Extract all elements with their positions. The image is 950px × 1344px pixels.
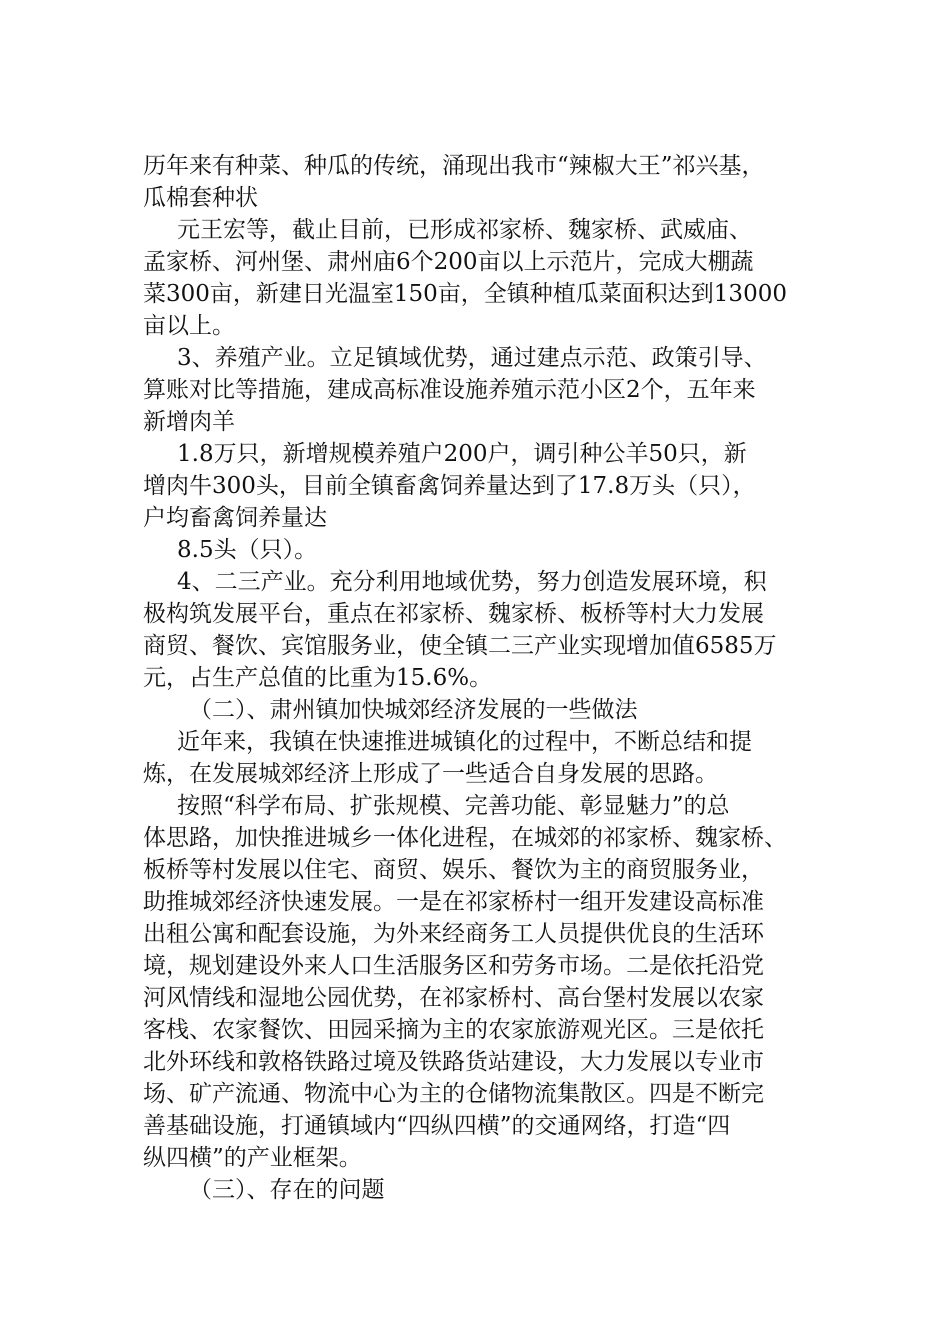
text-line: 亩以上。 [143, 313, 235, 339]
document-body [143, 150, 843, 1206]
text-line: 增肉牛300头，目前全镇畜禽饲养量达到了17.8万头（只）， [143, 473, 756, 499]
section-heading: （二）、肃州镇加快城郊经济发展的一些做法 [189, 697, 638, 723]
text-line: 历年来有种菜、种瓜的传统，涌现出我市“辣椒大王”祁兴基， [143, 153, 765, 179]
text-line: 1.8万只，新增规模养殖户200户，调引种公羊50只，新 [177, 441, 747, 467]
text-line: 商贸、餐饮、宾馆服务业，使全镇二三产业实现增加值6585万 [143, 633, 777, 659]
section-heading: （三）、存在的问题 [189, 1177, 385, 1203]
text-line: 近年来，我镇在快速推进城镇化的过程中，不断总结和提 [177, 729, 752, 755]
text-line: 元王宏等，截止目前，已形成祁家桥、魏家桥、武威庙、 [177, 217, 752, 243]
text-line: 体思路，加快推进城乡一体化进程，在城郊的祁家桥、魏家桥、 [143, 825, 787, 851]
text-line: 河风情线和湿地公园优势，在祁家桥村、高台堡村发展以农家 [143, 985, 764, 1011]
text-line: 算账对比等措施，建成高标准设施养殖示范小区2个，五年来 [143, 377, 756, 403]
text-line: 出租公寓和配套设施，为外来经商务工人员提供优良的生活环 [143, 921, 764, 947]
text-line: 北外环线和敦格铁路过境及铁路货站建设，大力发展以专业市 [143, 1049, 764, 1075]
text-line: 菜300亩，新建日光温室150亩，全镇种植瓜菜面积达到13000 [143, 281, 787, 307]
text-line: 板桥等村发展以住宅、商贸、娱乐、餐饮为主的商贸服务业， [143, 857, 764, 883]
text-line: 纵四横”的产业框架。 [143, 1145, 362, 1171]
text-line: 极构筑发展平台，重点在祁家桥、魏家桥、板桥等村大力发展 [143, 601, 764, 627]
text-line: 炼，在发展城郊经济上形成了一些适合自身发展的思路。 [143, 761, 718, 787]
text-line: 场、矿产流通、物流中心为主的仓储物流集散区。四是不断完 [143, 1081, 764, 1107]
text-line: 助推城郊经济快速发展。一是在祁家桥村一组开发建设高标准 [143, 889, 764, 915]
text-line: 元，占生产总值的比重为15.6%。 [143, 665, 493, 691]
text-line: 3、养殖产业。立足镇域优势，通过建点示范、政策引导、 [177, 345, 767, 371]
text-line: 8.5头（只）。 [177, 537, 318, 563]
text-line: 孟家桥、河州堡、肃州庙6个200亩以上示范片，完成大棚蔬 [143, 249, 754, 275]
text-line: 客栈、农家餐饮、田园采摘为主的农家旅游观光区。三是依托 [143, 1017, 764, 1043]
text-line: 户均畜禽饲养量达 [143, 505, 327, 531]
text-line: 按照“科学布局、扩张规模、完善功能、彰显魅力”的总 [177, 793, 730, 819]
text-line: 4、二三产业。充分利用地域优势，努力创造发展环境，积 [177, 569, 767, 595]
text-line: 境，规划建设外来人口生活服务区和劳务市场。二是依托沿党 [143, 953, 764, 979]
text-line: 新增肉羊 [143, 409, 235, 435]
text-line: 瓜棉套种状 [143, 185, 258, 211]
text-line: 善基础设施，打通镇域内“四纵四横”的交通网络，打造“四 [143, 1113, 731, 1139]
